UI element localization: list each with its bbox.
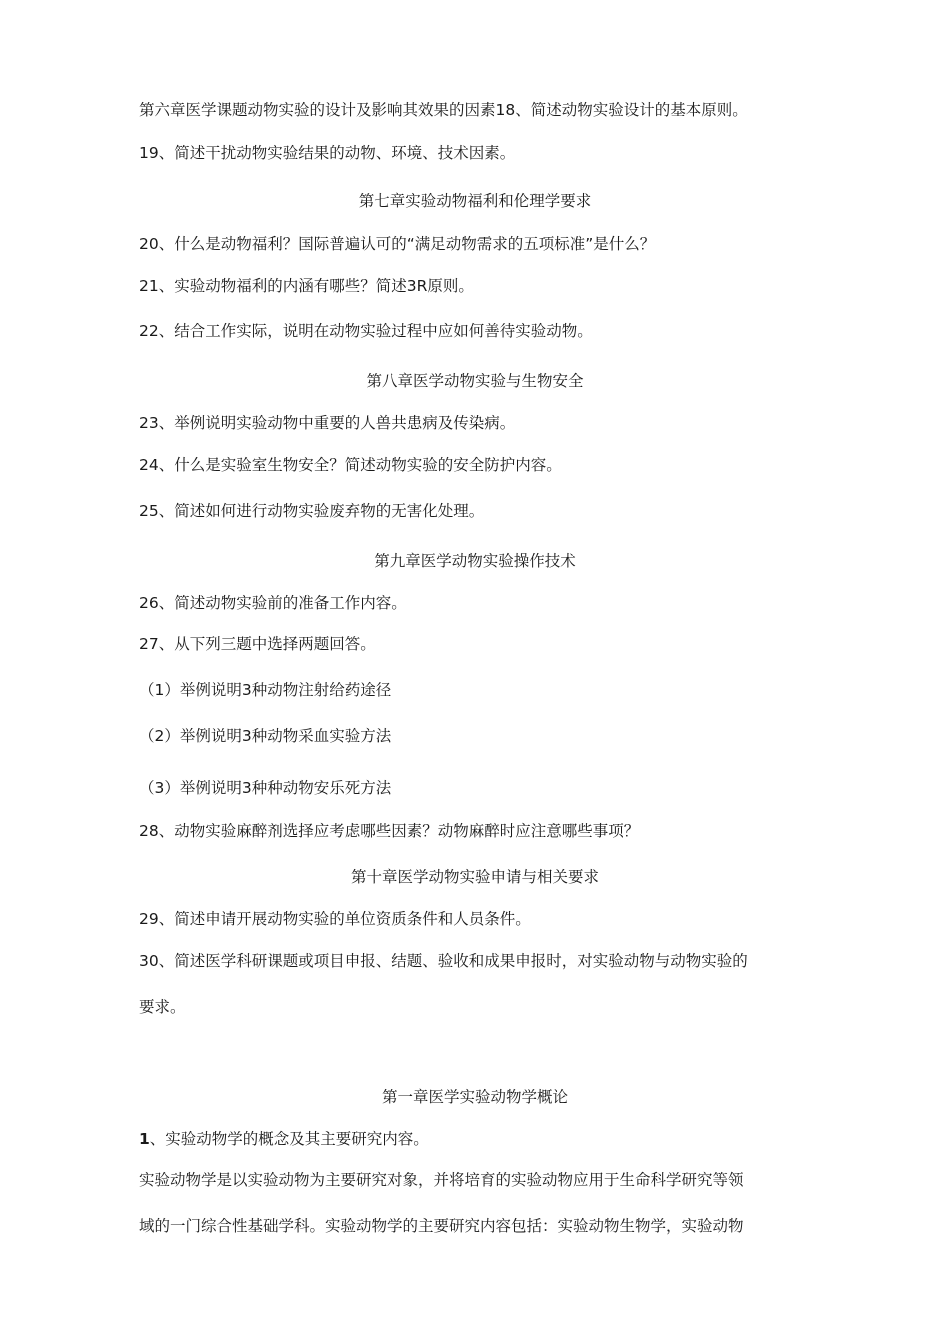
body-paragraph-line: 实验动物学是以实验动物为主要研究对象，并将培育的实验动物应用于生命科学研究等领: [139, 1171, 744, 1189]
question-29: 29、简述申请开展动物实验的单位资质条件和人员条件。: [139, 910, 531, 928]
question-30-continued: 要求。: [139, 998, 186, 1016]
question-22: 22、结合工作实际，说明在动物实验过程中应如何善待实验动物。: [139, 322, 593, 340]
question-20: 20、什么是动物福利？国际普遍认可的“满足动物需求的五项标准”是什么？: [139, 235, 656, 253]
answer-heading: [139, 1129, 819, 1149]
chapter-heading: 第七章实验动物福利和伦理学要求: [358, 192, 592, 210]
answer-number: 1: [139, 1130, 150, 1148]
chapter-heading: 第十章医学动物实验申请与相关要求: [350, 868, 599, 886]
sub-item: （2）举例说明3种动物采血实验方法: [139, 727, 392, 745]
chapter-heading: 第九章医学动物实验操作技术: [374, 552, 576, 570]
question-21: 21、实验动物福利的内涵有哪些？简述3R原则。: [139, 277, 474, 295]
question-24: 24、什么是实验室生物安全？简述动物实验的安全防护内容。: [139, 456, 562, 474]
question-26: 26、简述动物实验前的准备工作内容。: [139, 594, 407, 612]
body-paragraph-line: 域的一门综合性基础学科。实验动物学的主要研究内容包括：实验动物生物学，实验动物: [139, 1217, 744, 1235]
chapter-heading: 第一章医学实验动物学概论: [381, 1088, 568, 1106]
question-19: 19、简述干扰动物实验结果的动物、环境、技术因素。: [139, 144, 516, 162]
chapter-heading: 第八章医学动物实验与生物安全: [366, 372, 584, 390]
answer-title: 、实验动物学的概念及其主要研究内容。: [149, 1130, 429, 1148]
text-line: 第六章医学课题动物实验的设计及影响其效果的因素18、简述动物实验设计的基本原则。: [139, 101, 748, 119]
sub-item: （3）举例说明3种种动物安乐死方法: [139, 779, 392, 797]
question-23: 23、举例说明实验动物中重要的人兽共患病及传染病。: [139, 414, 516, 432]
sub-item: （1）举例说明3种动物注射给药途径: [139, 681, 392, 699]
question-25: 25、简述如何进行动物实验废弃物的无害化处理。: [139, 502, 485, 520]
question-30: 30、简述医学科研课题或项目申报、结题、验收和成果申报时，对实验动物与动物实验的: [139, 952, 748, 970]
question-27: 27、从下列三题中选择两题回答。: [139, 635, 376, 653]
question-28: 28、动物实验麻醉剂选择应考虑哪些因素？动物麻醉时应注意哪些事项？: [139, 822, 640, 840]
